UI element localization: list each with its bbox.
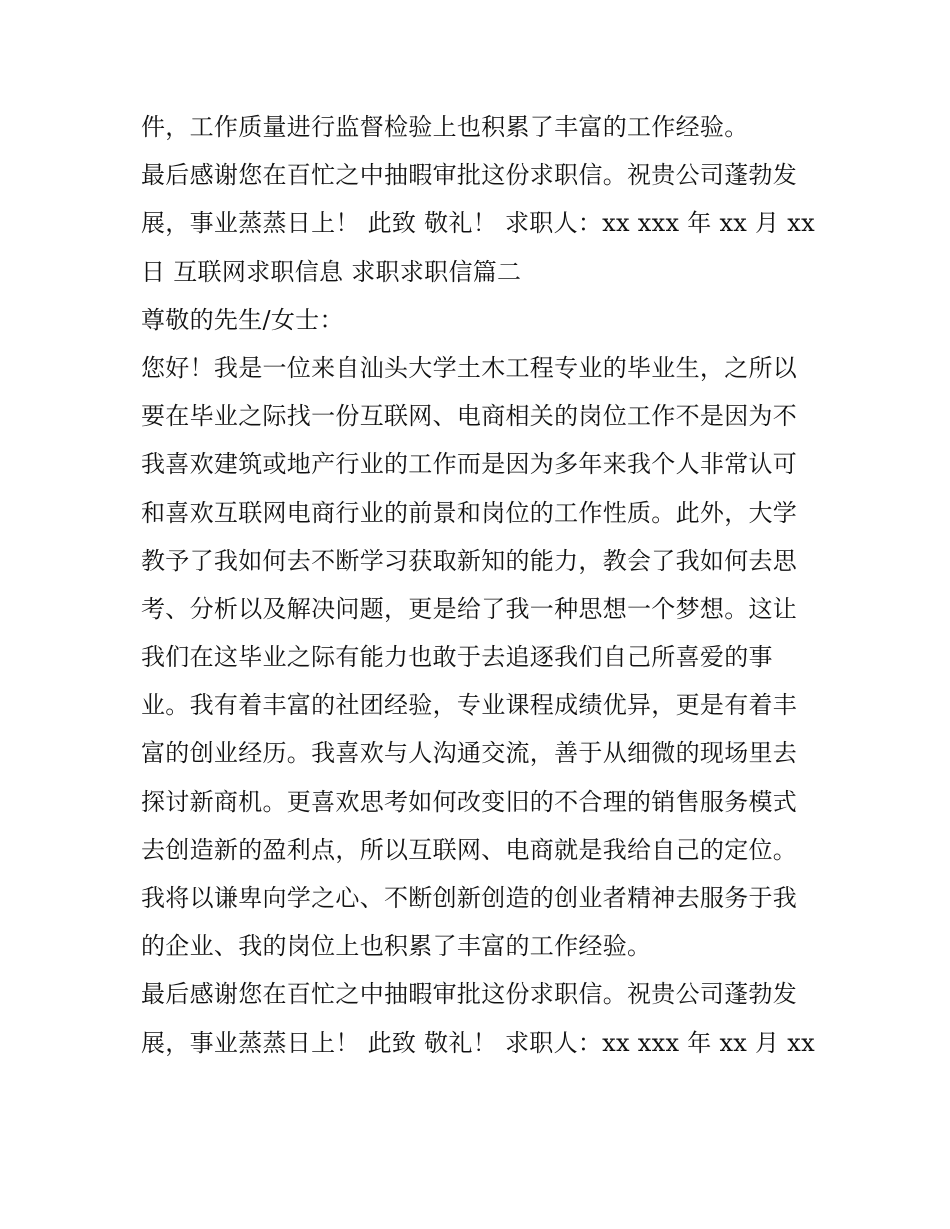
letter-body — [141, 103, 821, 1067]
text-line: 我将以谦卑向学之心、不断创新创造的创业者精神去服务于我 — [141, 884, 798, 912]
text-line: 展，事业蒸蒸日上！ 此致 敬礼！ 求职人：xx xxx 年 xx 月 xx — [141, 1028, 815, 1057]
text-line: 的企业、我的岗位上也积累了丰富的工作经验。 — [141, 932, 652, 961]
text-line: 教予了我如何去不断学习获取新知的能力，教会了我如何去思 — [141, 546, 798, 575]
text-line: 考、分析以及解决问题，更是给了我一种思想一个梦想。这让 — [141, 594, 798, 623]
text-line: 探讨新商机。更喜欢思考如何改变旧的不合理的销售服务模式 — [141, 787, 798, 816]
text-line: 最后感谢您在百忙之中抽暇审批这份求职信。祝贵公司蓬勃发 — [141, 161, 798, 190]
text-line: 我喜欢建筑或地产行业的工作而是因为多年来我个人非常认可 — [141, 450, 798, 479]
text-line: 您好！我是一位来自汕头大学土木工程专业的毕业生，之所以 — [141, 353, 798, 382]
text-line: 最后感谢您在百忙之中抽暇审批这份求职信。祝贵公司蓬勃发 — [141, 980, 798, 1009]
text-line: 富的创业经历。我喜欢与人沟通交流，善于从细微的现场里去 — [141, 739, 798, 768]
text-line: 展，事业蒸蒸日上！ 此致 敬礼！ 求职人：xx xxx 年 xx 月 xx — [141, 209, 815, 238]
text-line: 我们在这毕业之际有能力也敢于去追逐我们自己所喜爱的事 — [141, 643, 773, 672]
text-line: 去创造新的盈利点，所以互联网、电商就是我给自己的定位。 — [141, 835, 798, 864]
section-heading-line: 日 互联网求职信息 求职求职信篇二 — [141, 257, 522, 286]
text-line: 要在毕业之际找一份互联网、电商相关的岗位工作不是因为不 — [141, 402, 798, 431]
text-line: 业。我有着丰富的社团经验，专业课程成绩优异，更是有着丰 — [141, 691, 798, 720]
text-line: 件，工作质量进行监督检验上也积累了丰富的工作经验。 — [141, 113, 749, 141]
salutation: 尊敬的先生/女士： — [141, 305, 344, 334]
text-line: 和喜欢互联网电商行业的前景和岗位的工作性质。此外，大学 — [141, 498, 798, 527]
